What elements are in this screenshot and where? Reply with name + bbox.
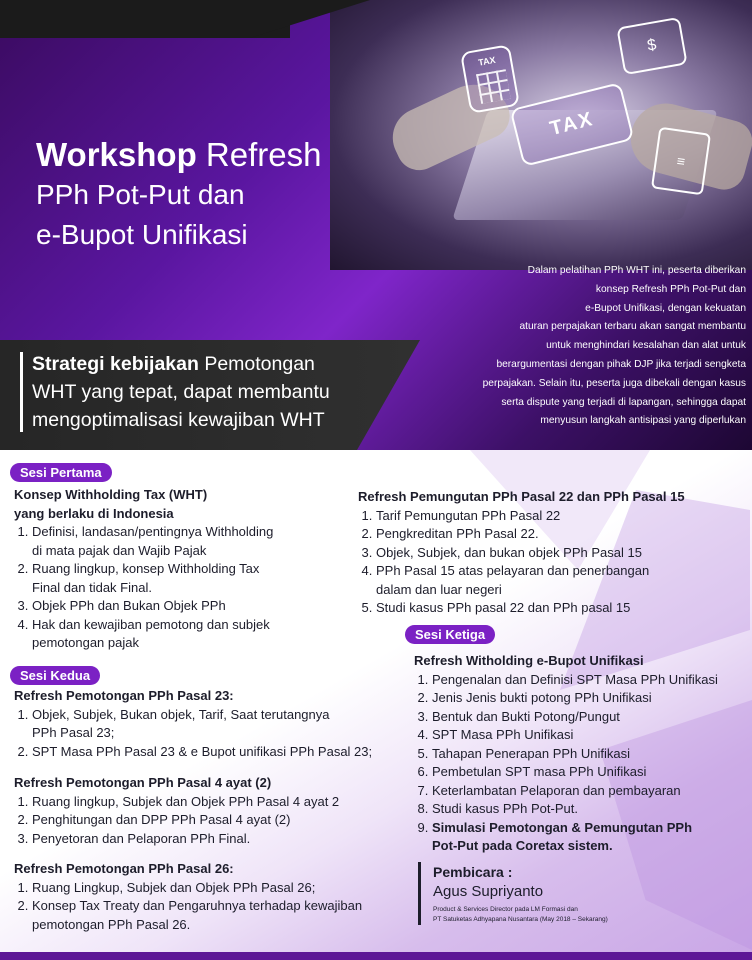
description-line: aturan perpajakan terbaru akan sangat membantu bbox=[519, 321, 746, 333]
strategy-line-3: mengoptimalisasi kewajiban WHT bbox=[32, 409, 325, 431]
strategy-bold: Strategi kebijakan bbox=[32, 353, 199, 375]
sesi-pertama-heading: Konsep Withholding Tax (WHT) bbox=[14, 487, 208, 502]
list-item: 3. Penyetoran dan Pelaporan PPh Final. bbox=[32, 830, 414, 849]
strategy-text bbox=[32, 350, 330, 434]
description-line: berargumentasi dengan pihak DJP jika terjadi sengketa bbox=[496, 358, 746, 370]
pph26-heading: Refresh Pemotongan PPh Pasal 26: bbox=[14, 861, 234, 876]
hero-banner bbox=[0, 0, 752, 450]
list-item: 5. Studi kasus PPh pasal 22 dan PPh pasal 15 bbox=[376, 599, 748, 618]
sesi-kedua-badge: Sesi Kedua bbox=[10, 666, 100, 685]
list-item: 5. Tahapan Penerapan PPh Unifikasi bbox=[432, 745, 750, 764]
title-line-2: PPh Pot-Put dan bbox=[36, 179, 245, 210]
list-item: 4. Hak dan kewajiban pemotong dan subjek pemotongan pajak bbox=[32, 616, 354, 653]
list-item: 2. SPT Masa PPh Pasal 23 & e Bupot unifikasi PPh Pasal 23; bbox=[32, 743, 414, 762]
speaker-label: Pembicara : bbox=[433, 864, 513, 880]
title-bold: Workshop bbox=[36, 136, 197, 173]
pph4-heading: Refresh Pemotongan PPh Pasal 4 ayat (2) bbox=[14, 775, 272, 790]
list-item: 1. Ruang Lingkup, Subjek dan Objek PPh Pasal 26; bbox=[32, 879, 414, 898]
description-text bbox=[396, 262, 746, 431]
sesi-ketiga-heading: Refresh Witholding e-Bupot Unifikasi bbox=[414, 653, 644, 668]
tax-form-label: TAX bbox=[477, 54, 497, 68]
sesi-kedua-group-3 bbox=[14, 860, 414, 934]
speaker-block bbox=[418, 862, 608, 925]
tax-form-icon bbox=[460, 44, 520, 114]
description-line: konsep Refresh PPh Pot-Put dan bbox=[595, 283, 746, 295]
list-item: 6. Pembetulan SPT masa PPh Unifikasi bbox=[432, 763, 750, 782]
strategy-line-1: Pemotongan bbox=[198, 353, 315, 375]
list-item: 2. Penghitungan dan DPP PPh Pasal 4 ayat (2) bbox=[32, 811, 414, 830]
footer-bar bbox=[0, 952, 752, 960]
pemungutan-section bbox=[358, 488, 748, 618]
pemungutan-heading: Refresh Pemungutan PPh Pasal 22 dan PPh Pasal 15 bbox=[358, 489, 685, 504]
description-line: e-Bupot Unifikasi, dengan kekuatan bbox=[585, 302, 746, 314]
list-item: 1. Definisi, landasan/pentingnya Withholding di mata pajak dan Wajib Pajak bbox=[32, 523, 354, 560]
speaker-name: Agus Supriyanto bbox=[433, 883, 544, 900]
sesi-pertama-section bbox=[14, 486, 354, 653]
sesi-kedua-group-2 bbox=[14, 774, 414, 848]
strategy-accent-bar bbox=[20, 352, 23, 432]
description-line: Dalam pelatihan PPh WHT ini, peserta diberikan bbox=[527, 265, 746, 276]
list-item: 3. Objek PPh dan Bukan Objek PPh bbox=[32, 597, 354, 616]
sesi-kedua-group-1 bbox=[14, 687, 414, 761]
tax-card-label: TAX bbox=[547, 107, 597, 141]
list-item: 8. Studi kasus PPh Pot-Put. bbox=[432, 800, 750, 819]
list-item: 4. SPT Masa PPh Unifikasi bbox=[432, 726, 750, 745]
speaker-role-2: PT Satuketas Adhyapana Nusantara (May 2018 – Sekarang) bbox=[433, 916, 608, 923]
title-line-3: e-Bupot Unifikasi bbox=[36, 219, 248, 250]
list-item: 2. Ruang lingkup, konsep Withholding Tax Final dan tidak Final. bbox=[32, 560, 354, 597]
description-line: perpajakan. Selain itu, peserta juga dibekali dengan kasus bbox=[482, 377, 746, 389]
money-icon: $ bbox=[616, 17, 687, 75]
list-item: 1. Objek, Subjek, Bukan objek, Tarif, Saat terutangnya PPh Pasal 23; bbox=[32, 706, 414, 743]
description-line: serta dispute yang terjadi di lapangan, sehingga dapat bbox=[501, 396, 746, 408]
pph23-heading: Refresh Pemotongan PPh Pasal 23: bbox=[14, 688, 234, 703]
document-icon: ≡ bbox=[651, 127, 711, 196]
list-item: 2. Konsep Tax Treaty dan Pengaruhnya terhadap kewajiban pemotongan PPh Pasal 26. bbox=[32, 897, 414, 934]
list-item: 7. Keterlambatan Pelaporan dan pembayaran bbox=[432, 782, 750, 801]
description-line: menyusun langkah antisipasi yang diperlukan bbox=[540, 415, 746, 427]
sesi-pertama-heading-2: yang berlaku di Indonesia bbox=[14, 505, 174, 521]
calculator-grid-icon bbox=[476, 69, 511, 104]
list-item: 3. Objek, Subjek, dan bukan objek PPh Pasal 15 bbox=[376, 544, 748, 563]
list-item: 2. Jenis Jenis bukti potong PPh Unifikasi bbox=[432, 689, 750, 708]
list-item: 1. Tarif Pemungutan PPh Pasal 22 bbox=[376, 507, 748, 526]
page-title bbox=[36, 135, 321, 255]
list-item: 1. Pengenalan dan Definisi SPT Masa PPh Unifikasi bbox=[432, 671, 750, 690]
list-item: 9. Simulasi Pemotongan & Pemungutan PPh Pot-Put pada Coretax sistem. bbox=[432, 819, 750, 856]
title-rest: Refresh bbox=[196, 136, 322, 173]
strategy-line-2: WHT yang tepat, dapat membantu bbox=[32, 381, 330, 403]
sesi-pertama-badge: Sesi Pertama bbox=[10, 463, 112, 482]
description-line: untuk menghindari kesalahan dan alat untuk bbox=[546, 340, 746, 352]
dark-corner-shape bbox=[0, 0, 290, 38]
list-item: 2. Pengkreditan PPh Pasal 22. bbox=[376, 525, 748, 544]
speaker-role-1: Product & Services Director pada LM Formasi dan bbox=[433, 906, 578, 913]
sesi-ketiga-badge: Sesi Ketiga bbox=[405, 625, 495, 644]
list-item: 1. Ruang lingkup, Subjek dan Objek PPh Pasal 4 ayat 2 bbox=[32, 793, 414, 812]
list-item: 3. Bentuk dan Bukti Potong/Pungut bbox=[432, 708, 750, 727]
sesi-ketiga-section bbox=[414, 652, 750, 856]
list-item: 4. PPh Pasal 15 atas pelayaran dan penerbangan dalam dan luar negeri bbox=[376, 562, 748, 599]
